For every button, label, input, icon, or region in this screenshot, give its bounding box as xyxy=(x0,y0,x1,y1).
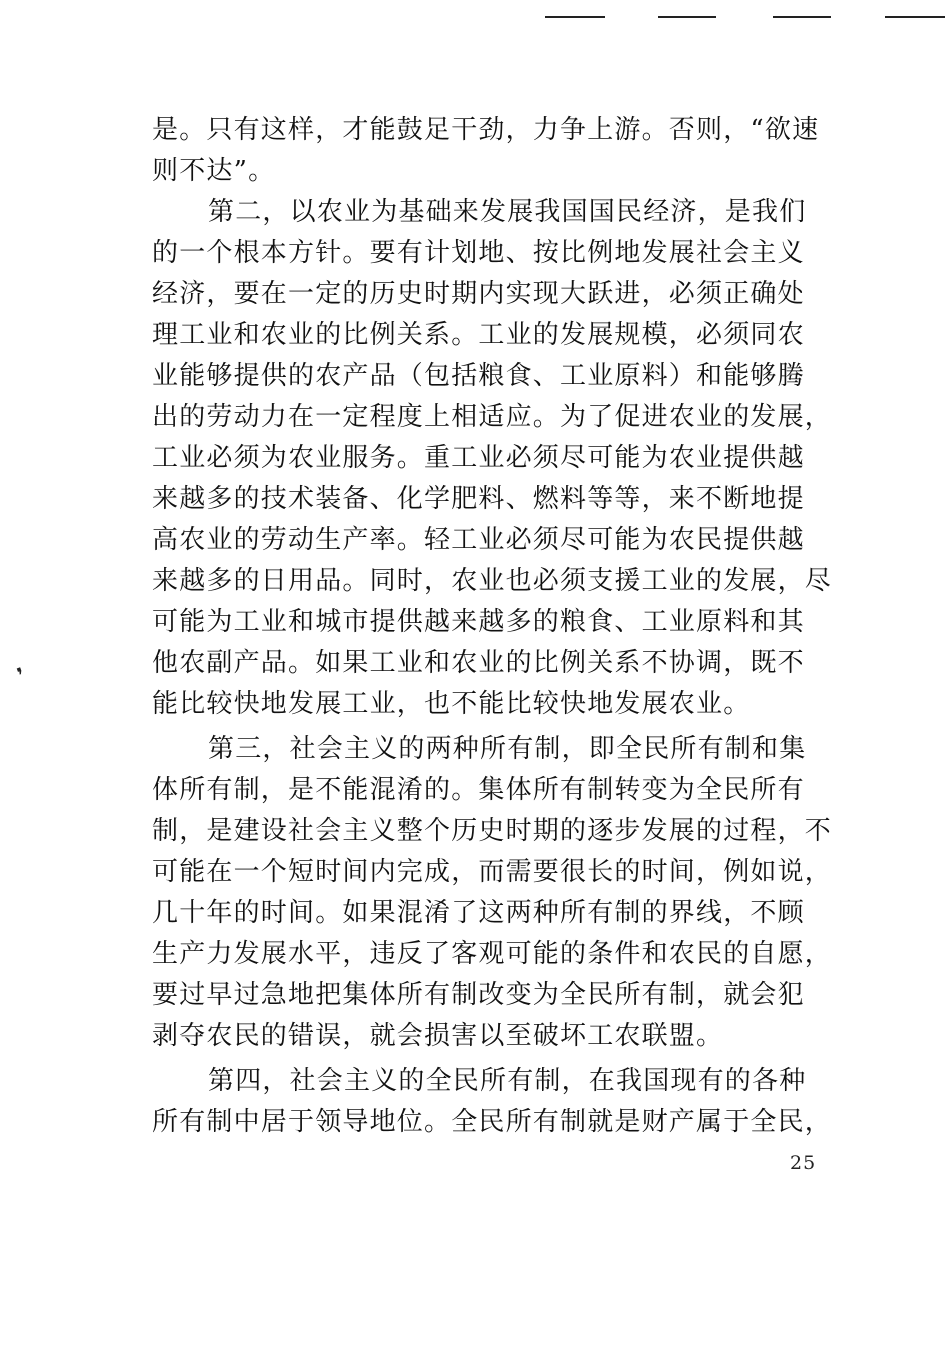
header-rule xyxy=(885,16,945,18)
text-line: 生产力发展水平，违反了客观可能的条件和农民的自愿， xyxy=(152,939,833,969)
text-line: 出的劳动力在一定程度上相适应。为了促进农业的发展， xyxy=(152,402,833,432)
body-text xyxy=(152,110,842,1143)
header-rules xyxy=(545,16,945,20)
text-line: 经济，要在一定的历史时期内实现大跃进，必须正确处 xyxy=(152,279,805,309)
text-line: 来越多的日用品。同时，农业也必须支援工业的发展，尽 xyxy=(152,566,833,596)
text-line: 的一个根本方针。要有计划地、按比例地发展社会主义 xyxy=(152,238,805,268)
text-line: 几十年的时间。如果混淆了这两种所有制的界线，不顾 xyxy=(152,898,805,928)
text-line: 剥夺农民的错误，就会损害以至破坏工农联盟。 xyxy=(152,1021,724,1051)
text-line: 能比较快地发展工业，也不能比较快地发展农业。 xyxy=(152,689,751,719)
text-line: 他农副产品。如果工业和农业的比例关系不协调，既不 xyxy=(152,648,805,678)
margin-mark: ❜ xyxy=(14,662,29,688)
text-line: 理工业和农业的比例关系。工业的发展规模，必须同农 xyxy=(152,320,805,350)
paragraph-start-line: 第二，以农业为基础来发展我国国民经济，是我们 xyxy=(208,197,807,227)
paragraph-start-line: 第四，社会主义的全民所有制，在我国现有的各种 xyxy=(208,1066,807,1096)
header-rule xyxy=(773,16,831,18)
text-line: 可能在一个短时间内完成，而需要很长的时间，例如说， xyxy=(152,857,833,887)
text-line: 体所有制，是不能混淆的。集体所有制转变为全民所有 xyxy=(152,775,805,805)
text-line: 来越多的技术装备、化学肥料、燃料等等，来不断地提 xyxy=(152,484,805,514)
text-line: 要过早过急地把集体所有制改变为全民所有制，就会犯 xyxy=(152,980,805,1010)
text-line: 高农业的劳动生产率。轻工业必须尽可能为农民提供越 xyxy=(152,525,805,555)
text-line: 工业必须为农业服务。重工业必须尽可能为农业提供越 xyxy=(152,443,805,473)
text-line: 则不达”。 xyxy=(152,156,276,186)
header-rule xyxy=(658,16,716,18)
header-rule xyxy=(545,16,605,18)
text-line: 可能为工业和城市提供越来越多的粮食、工业原料和其 xyxy=(152,607,805,637)
page-number: 25 xyxy=(790,1152,817,1174)
text-line: 所有制中居于领导地位。全民所有制就是财产属于全民， xyxy=(152,1107,833,1137)
paragraph-start-line: 第三，社会主义的两种所有制，即全民所有制和集 xyxy=(208,734,807,764)
text-line: 制，是建设社会主义整个历史时期的逐步发展的过程，不 xyxy=(152,816,833,846)
text-line: 业能够提供的农产品（包括粮食、工业原料）和能够腾 xyxy=(152,361,805,391)
text-line: 是。只有这样，才能鼓足干劲，力争上游。否则，“欲速 xyxy=(152,115,820,145)
